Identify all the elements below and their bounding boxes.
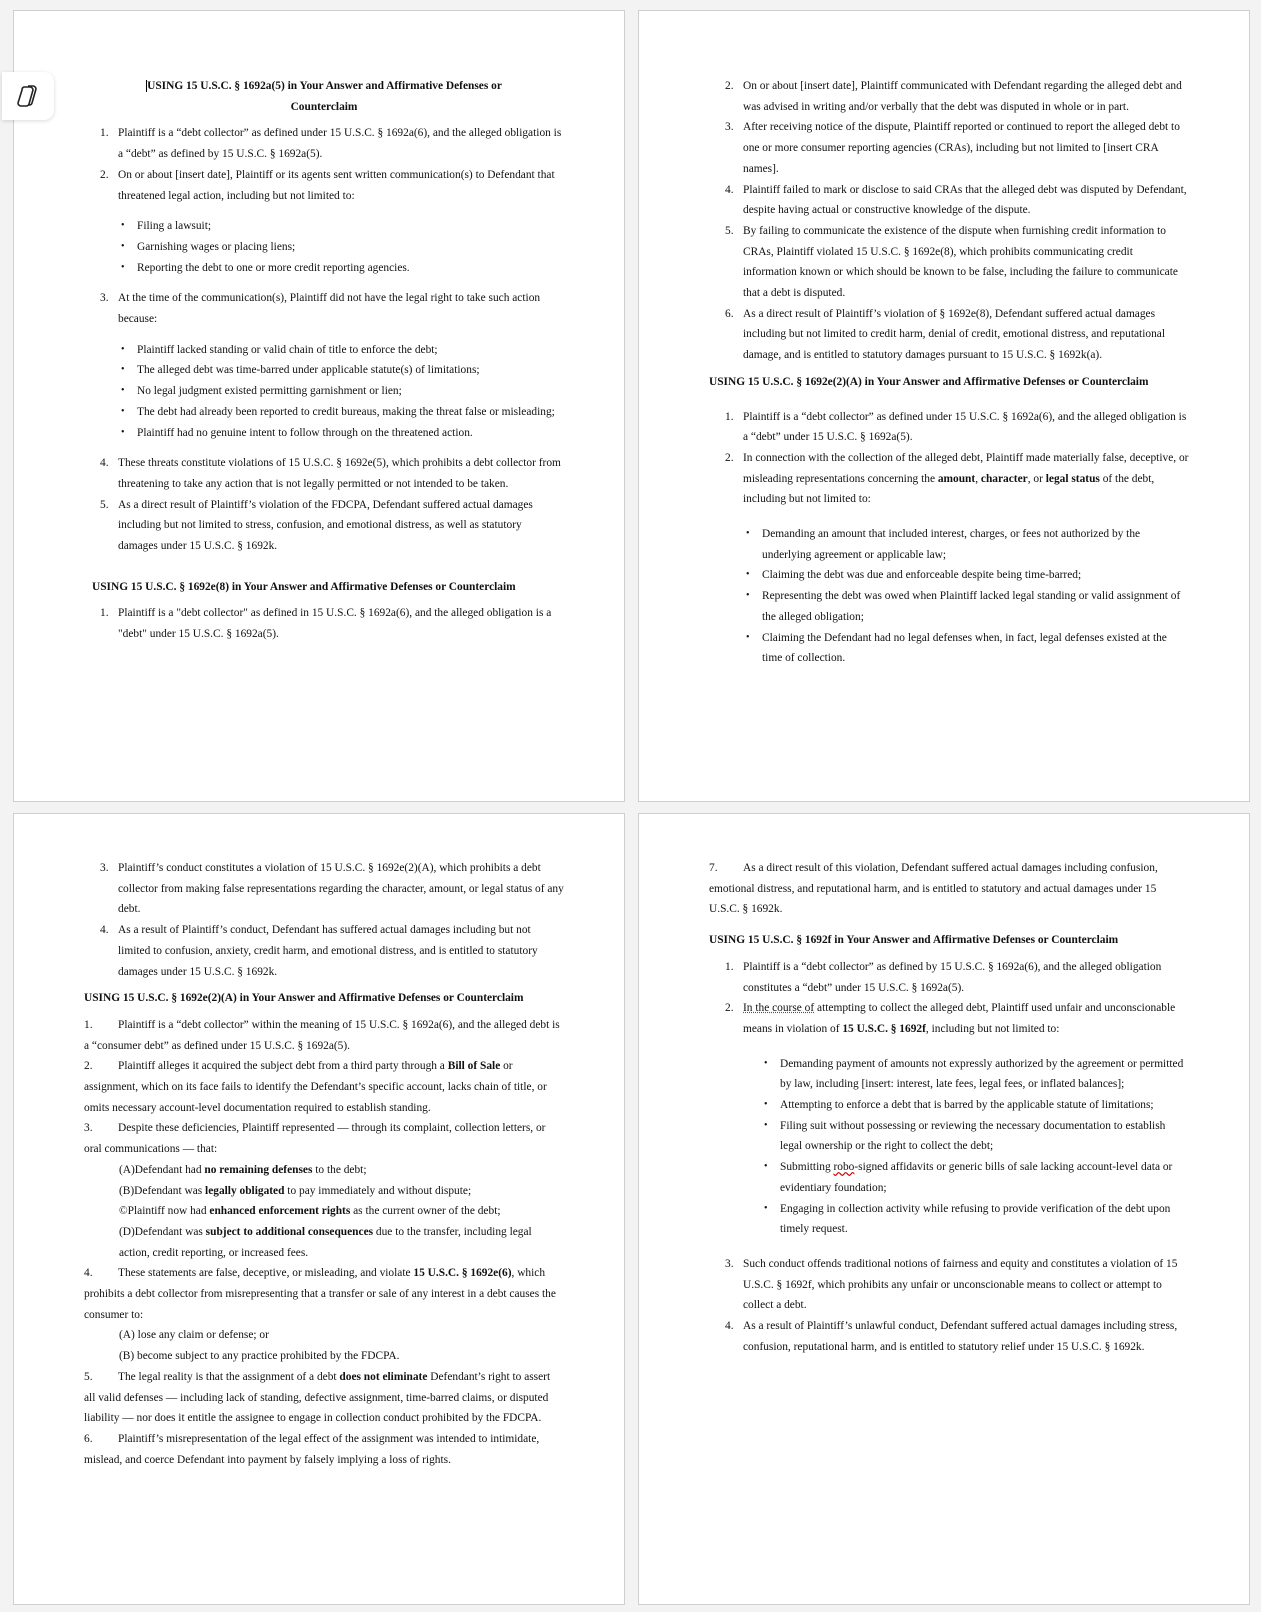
list-item: 4. These threats constitute violations of 15 U.S.C. § 1692e(5), which prohibits a debt collector from threatening to take any action that is not legally permitted or not intended to be taken. xyxy=(100,457,561,490)
section-heading-1692e2a: USING 15 U.S.C. § 1692e(2)(A) in Your Answer and Affirmative Defenses or Counterclaim xyxy=(709,375,1149,388)
numbered-list xyxy=(84,453,564,557)
list-item: • Engaging in collection activity while refusing to provide verification of the debt upon timely request. xyxy=(709,1199,1189,1240)
copilot-icon[interactable] xyxy=(2,72,54,120)
numbered-list xyxy=(84,123,564,206)
paragraph: 2. Plaintiff alleges it acquired the subject debt from a third party through a Bill of Sale or assignment, which on its face fails to identify the Defendant’s specific account, lacks chain of title, or omits necessary account-level documentation required to establish standing. xyxy=(84,1060,547,1114)
list-item: • Submitting robo-signed affidavits or generic bills of sale lacking account-level data or evidentiary foundation; xyxy=(709,1157,1189,1198)
bullet-list xyxy=(84,216,564,278)
list-item: 1. Plaintiff is a “debt collector” as defined by 15 U.S.C. § 1692a(6), and the alleged obligation constitutes a “debt” under 15 U.S.C. § 1692a(5). xyxy=(725,960,1162,994)
section-heading-1692f: USING 15 U.S.C. § 1692f in Your Answer and Affirmative Defenses or Counterclaim xyxy=(709,934,1119,947)
list-item: 4. As a result of Plaintiff’s unlawful conduct, Defendant suffered actual damages including stress, confusion, reputational harm, and is entitled to statutory relief under 15 U.S.C. § 1692k. xyxy=(725,1320,1178,1353)
list-item: 4. As a result of Plaintiff’s conduct, Defendant has suffered actual damages including but not limited to confusion, anxiety, credit harm, and emotional distress, and is entitled to statutory damages under 15 U.S.C. § 1692k. xyxy=(100,924,538,978)
document-page-2[interactable] xyxy=(638,10,1250,802)
list-item: 3. Such conduct offends traditional notions of fairness and equity and constitutes a violation of 15 U.S.C. § 1692f, which prohibits any unfair or unconscionable means to collect or attempt to collect a debt. xyxy=(725,1257,1178,1312)
bullet-list xyxy=(709,1054,1189,1240)
document-page-3[interactable] xyxy=(13,813,625,1605)
list-item: 5. By failing to communicate the existence of the dispute when furnishing credit information to CRAs, Plaintiff violated 15 U.S.C. § 1692e(8), which prohibits communicating credit information known or which should be known to be false, including the failure to communicate that a debt is disputed. xyxy=(725,224,1178,300)
list-item: 5. As a direct result of Plaintiff’s violation of the FDCPA, Defendant suffered actual damages including but not limited to stress, confusion, and emotional distress, as well as statutory damages under 15 U.S.C. § 1692k. xyxy=(100,498,533,553)
sub-item: ©Plaintiff now had enhanced enforcement rights as the current owner of the debt; xyxy=(119,1205,501,1218)
list-item: 1. Plaintiff is a "debt collector" as defined in 15 U.S.C. § 1692a(6), and the alleged obligation is a "debt" under 15 U.S.C. § 1692a(5). xyxy=(100,607,552,641)
sub-item: (D)Defendant was subject to additional consequences due to the transfer, including legal action, credit reporting, or increased fees. xyxy=(119,1225,532,1259)
section-title-1692a5: USING 15 U.S.C. § 1692a(5) in Your Answer and Affirmative Defenses or Counterclaim xyxy=(147,80,502,113)
bullet-list xyxy=(709,524,1189,669)
sub-item: (B) become subject to any practice prohibited by the FDCPA. xyxy=(119,1350,400,1363)
list-item: • Attempting to enforce a debt that is barred by the applicable statute of limitations; xyxy=(709,1095,1189,1116)
sub-item: (A)Defendant had no remaining defenses to the debt; xyxy=(119,1163,367,1176)
list-item: • Representing the debt was owed when Plaintiff lacked legal standing or valid assignment of the alleged obligation; xyxy=(709,586,1189,627)
list-item: 2. In connection with the collection of the alleged debt, Plaintiff made materially false, deceptive, or misleading representations concerning the amount, character, or legal status of the debt, including but not limited to: xyxy=(725,451,1189,506)
paragraph: 1. Plaintiff is a “debt collector” within the meaning of 15 U.S.C. § 1692a(6), and the alleged debt is a “consumer debt” as defined under 15 U.S.C. § 1692a(5). xyxy=(84,1018,560,1052)
list-item: • Garnishing wages or placing liens; xyxy=(84,237,564,258)
section-heading-1692e2a: USING 15 U.S.C. § 1692e(2)(A) in Your Answer and Affirmative Defenses or Counterclaim xyxy=(84,992,524,1005)
list-item: • Claiming the debt was due and enforceable despite being time-barred; xyxy=(709,565,1189,586)
list-item: • Plaintiff lacked standing or valid chain of title to enforce the debt; xyxy=(84,340,564,361)
list-item: 3. After receiving notice of the dispute, Plaintiff reported or continued to report the alleged debt to one or more consumer reporting agencies (CRAs), including but not limited to [insert CRA names]. xyxy=(725,121,1180,175)
list-item: • Claiming the Defendant had no legal defenses when, in fact, legal defenses existed at the time of collection. xyxy=(709,628,1189,669)
list-item: • No legal judgment existed permitting garnishment or lien; xyxy=(84,381,564,402)
copilot-glyph-icon xyxy=(15,83,41,109)
list-item: 1. Plaintiff is a “debt collector” as defined under 15 U.S.C. § 1692a(6), and the alleged obligation is a “debt” as defined by 15 U.S.C. § 1692a(5). xyxy=(100,127,562,161)
numbered-list xyxy=(84,288,564,329)
list-item: 3. At the time of the communication(s), Plaintiff did not have the legal right to take such action because: xyxy=(100,292,541,326)
numbered-list xyxy=(709,957,1189,1040)
numbered-list xyxy=(709,407,1189,511)
bullet-list xyxy=(84,340,564,444)
list-item: • Demanding payment of amounts not expressly authorized by the agreement or permitted by law, including [insert: interest, late fees, legal fees, or inflated balances]; xyxy=(709,1054,1189,1095)
paragraph: 6. Plaintiff’s misrepresentation of the legal effect of the assignment was intended to intimidate, mislead, and coerce Defendant into payment by falsely implying a loss of rights. xyxy=(84,1432,540,1466)
list-item: 2. In the course of attempting to collect the alleged debt, Plaintiff used unfair and unconscionable means in violation of 15 U.S.C. § 1692f, including but not limited to: xyxy=(725,1002,1176,1035)
list-item: • Filing a lawsuit; xyxy=(84,216,564,237)
document-page-4[interactable] xyxy=(638,813,1250,1605)
paragraph: 4. These statements are false, deceptive, or misleading, and violate 15 U.S.C. § 1692e(6), which prohibits a debt collector from misrepresenting that a transfer or sale of any interest in a debt causes the consumer to: xyxy=(84,1267,556,1321)
list-item: 1. Plaintiff is a “debt collector” as defined under 15 U.S.C. § 1692a(6), and the alleged obligation is a “debt” under 15 U.S.C. § 1692a(5). xyxy=(725,410,1187,444)
list-item: • Plaintiff had no genuine intent to follow through on the threatened action. xyxy=(84,423,564,444)
document-page-1[interactable] xyxy=(13,10,625,802)
list-item: • Demanding an amount that included interest, charges, or fees not authorized by the underlying agreement or applicable law; xyxy=(709,524,1189,565)
list-item: • Reporting the debt to one or more credit reporting agencies. xyxy=(84,258,564,279)
numbered-list xyxy=(84,603,564,644)
sub-item: (B)Defendant was legally obligated to pay immediately and without dispute; xyxy=(119,1184,472,1197)
list-item: • The alleged debt was time-barred under applicable statute(s) of limitations; xyxy=(84,360,564,381)
list-item: • Filing suit without possessing or reviewing the necessary documentation to establish legal ownership or the right to collect the debt; xyxy=(709,1116,1189,1157)
numbered-list xyxy=(709,1254,1189,1358)
sub-item: (A) lose any claim or defense; or xyxy=(119,1329,269,1342)
paragraph: 7. As a direct result of this violation, Defendant suffered actual damages including confusion, emotional distress, and reputational harm, and is entitled to statutory and actual damages under 15 U.S.C. § 1692k. xyxy=(709,862,1158,916)
numbered-list xyxy=(84,858,564,982)
section-heading-1692e8: USING 15 U.S.C. § 1692e(8) in Your Answer and Affirmative Defenses or Counterclaim xyxy=(92,580,516,593)
spellcheck-word[interactable]: robo xyxy=(833,1161,855,1174)
list-item: 2. On or about [insert date], Plaintiff or its agents sent written communication(s) to Defendant that threatened legal action, including but not limited to: xyxy=(100,168,555,202)
list-item: 3. Plaintiff’s conduct constitutes a violation of 15 U.S.C. § 1692e(2)(A), which prohibits a debt collector from making false representations regarding the character, amount, or legal status of any debt. xyxy=(100,862,564,916)
paragraph: 5. The legal reality is that the assignment of a debt does not eliminate Defendant’s right to assert all valid defenses — including lack of standing, defective assignment, time-barred claims, or disputed liability — nor does it entitle the assignee to engage in collection conduct prohibited by the FDCPA. xyxy=(84,1370,551,1425)
list-item: 6. As a direct result of Plaintiff’s violation of § 1692e(8), Defendant suffered actual damages including but not limited to credit harm, denial of credit, emotional distress, and reputational damage, and is entitled to statutory damages pursuant to 15 U.S.C. § 1692k(a). xyxy=(725,307,1165,362)
list-item: • The debt had already been reported to credit bureaus, making the threat false or misleading; xyxy=(84,402,564,423)
list-item: 2. On or about [insert date], Plaintiff communicated with Defendant regarding the alleged debt and was advised in writing and/or verbally that the debt was disputed in whole or in part. xyxy=(725,80,1182,113)
paragraph: 3. Despite these deficiencies, Plaintiff represented — through its complaint, collection letters, or oral communications — that: xyxy=(84,1122,546,1156)
numbered-list xyxy=(709,76,1189,366)
list-item: 4. Plaintiff failed to mark or disclose to said CRAs that the alleged debt was disputed by Defendant, despite having actual or constructive knowledge of the dispute. xyxy=(725,183,1187,217)
